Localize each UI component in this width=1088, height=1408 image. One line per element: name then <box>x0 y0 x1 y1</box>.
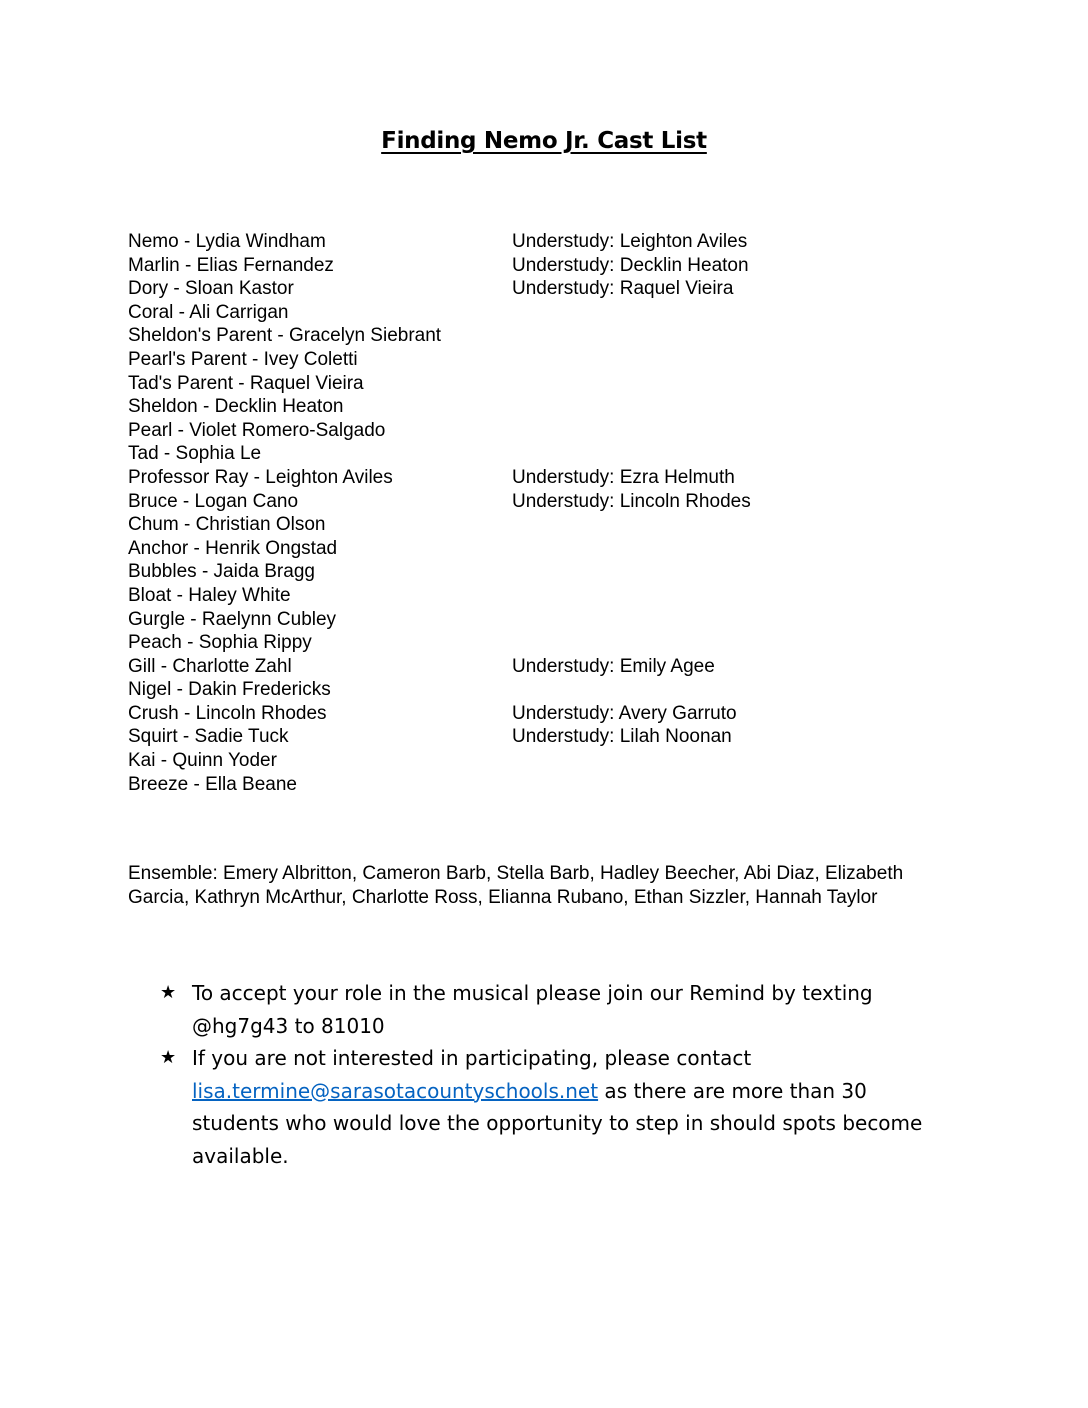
cast-role: Gill - Charlotte Zahl <box>128 655 292 677</box>
note-accept-role <box>160 977 960 1042</box>
cast-role: Anchor - Henrik Ongstad <box>128 537 338 559</box>
cast-list <box>128 230 928 796</box>
cast-understudy: Understudy: Decklin Heaton <box>512 254 749 276</box>
cast-row <box>128 584 928 608</box>
cast-row <box>128 348 928 372</box>
cast-role: Bloat - Haley White <box>128 584 291 606</box>
cast-row <box>128 537 928 561</box>
cast-row <box>128 442 928 466</box>
note-accept-role-text: To accept your role in the musical please join our Remind by texting @hg7g43 to 81010 <box>192 981 873 1038</box>
cast-understudy: Understudy: Raquel Vieira <box>512 278 734 300</box>
cast-row <box>128 419 928 443</box>
cast-row <box>128 773 928 797</box>
cast-role: Pearl's Parent - Ivey Coletti <box>128 348 358 370</box>
cast-row <box>128 560 928 584</box>
cast-row <box>128 702 928 726</box>
star-bullet-icon: ★ <box>160 1047 177 1068</box>
contact-email-link[interactable]: lisa.termine@sarasotacountyschools.net <box>192 1078 599 1103</box>
cast-role: Bruce - Logan Cano <box>128 490 299 512</box>
cast-row <box>128 655 928 679</box>
cast-role: Gurgle - Raelynn Cubley <box>128 608 337 630</box>
cast-role: Bubbles - Jaida Bragg <box>128 561 315 583</box>
cast-understudy: Understudy: Emily Agee <box>512 655 715 677</box>
cast-role: Sheldon's Parent - Gracelyn Siebrant <box>128 325 442 347</box>
cast-understudy: Understudy: Lilah Noonan <box>512 726 732 748</box>
cast-understudy: Understudy: Ezra Helmuth <box>512 466 735 488</box>
note-not-interested-text-after: as there are more than 30 students who would love the opportunity to step in should spots become available. <box>192 1078 923 1168</box>
cast-role: Tad's Parent - Raquel Vieira <box>128 372 364 394</box>
cast-row <box>128 490 928 514</box>
cast-role: Breeze - Ella Beane <box>128 773 297 795</box>
cast-row <box>128 749 928 773</box>
cast-row <box>128 372 928 396</box>
cast-row <box>128 301 928 325</box>
cast-row <box>128 277 928 301</box>
cast-role: Peach - Sophia Rippy <box>128 632 312 654</box>
note-not-interested-text-before: If you are not interested in participating, please contact <box>192 1046 752 1070</box>
cast-row <box>128 678 928 702</box>
ensemble-paragraph: Ensemble: Emery Albritton, Cameron Barb, Stella Barb, Hadley Beecher, Abi Diaz, Elizabeth Garcia, Kathryn McArthur, Charlotte Ross, Elianna Rubano, Ethan Sizzler, Hannah Taylor <box>128 863 904 908</box>
cast-row <box>128 608 928 632</box>
cast-understudy: Understudy: Lincoln Rhodes <box>512 490 751 512</box>
star-bullet-icon: ★ <box>160 982 177 1003</box>
cast-row <box>128 324 928 348</box>
cast-role: Marlin - Elias Fernandez <box>128 254 334 276</box>
notes-list <box>160 977 960 1172</box>
cast-understudy: Understudy: Avery Garruto <box>512 702 737 724</box>
note-not-interested <box>160 1042 960 1172</box>
cast-understudy: Understudy: Leighton Aviles <box>512 231 748 252</box>
cast-role: Chum - Christian Olson <box>128 514 326 536</box>
cast-row <box>128 230 928 254</box>
cast-role: Kai - Quinn Yoder <box>128 750 277 772</box>
cast-role: Coral - Ali Carrigan <box>128 301 289 323</box>
page-title: Finding Nemo Jr. Cast List <box>381 128 707 154</box>
cast-row <box>128 395 928 419</box>
cast-row <box>128 254 928 278</box>
cast-role: Nigel - Dakin Fredericks <box>128 679 331 701</box>
cast-row <box>128 513 928 537</box>
cast-role: Professor Ray - Leighton Aviles <box>128 466 393 488</box>
cast-role: Tad - Sophia Le <box>128 443 262 465</box>
cast-row <box>128 725 928 749</box>
cast-role: Sheldon - Decklin Heaton <box>128 396 344 418</box>
cast-role: Nemo - Lydia Windham <box>128 231 326 252</box>
cast-role: Pearl - Violet Romero-Salgado <box>128 419 386 441</box>
cast-role: Dory - Sloan Kastor <box>128 278 294 300</box>
cast-role: Squirt - Sadie Tuck <box>128 726 289 748</box>
cast-row <box>128 631 928 655</box>
cast-role: Crush - Lincoln Rhodes <box>128 702 327 724</box>
cast-row <box>128 466 928 490</box>
